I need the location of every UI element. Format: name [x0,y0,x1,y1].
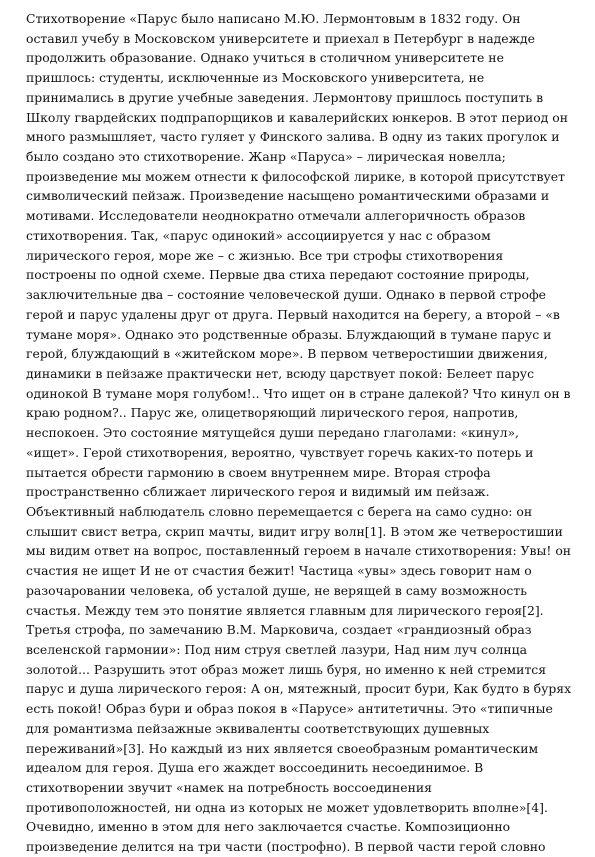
text-line: Стихотворение «Парус было написано М.Ю. Лермонтовым в 1832 году. Он [26,11,521,26]
text-line: Очевидно, именно в этом для него заключается счастье. Композиционно [26,819,511,835]
text-line: продолжить образование. Однако учиться в столичном университете не [26,50,504,66]
text-line: Третья строфа, по замечанию В.М. Марковича, создает «грандиозный образ [26,622,532,638]
text-line: герой и парус удалены друг от друга. Первый находится на берегу, а второй – «в [26,306,560,322]
text-line: одинокой В тумане моря голубом!.. Что ищет он в стране далекой? Что кинул он в [26,385,571,401]
text-line: стихотворения. Так, «парус одинокий» ассоциируется у нас с образом [26,227,491,243]
text-line: противоположностей, ни одна из которых не может удовлетворить вполне»[4]. [26,799,548,815]
text-line: произведение делится на три части (построфно). В первой части герой словно [26,839,546,855]
text-line: для романтизма пейзажные эквиваленты соответствующих душевных [26,720,490,736]
text-line: принимались в другие учебные заведения. Лермонтову пришлось поступить в [26,89,544,105]
text-line: вселенской гармонии»: Под ним струя светлей лазури, Над ним луч солнца [26,642,528,657]
text-line: переживаний»[3]. Но каждый из них является своеобразным романтическим [26,740,539,756]
text-line: парус и душа лирического героя: А он, мятежный, просит бури, Как будто в бурях [26,681,572,697]
text-line: было создано это стихотворение. Жанр «Паруса» – лирическая новелла; [26,149,506,165]
text-line: есть покой! Образ бури и образ покоя в «Парусе» антитетичны. Это «типичные [26,701,553,717]
text-line: счастья. Между тем это понятие является главным для лирического героя[2]. [26,602,544,618]
essay-text [26,9,574,857]
text-line: лирического героя, море же – с жизнью. Все три строфы стихотворения [26,247,504,263]
text-line: золотой... Разрушить этот образ может лишь буря, но именно к ней стремится [26,661,547,677]
text-line: идеалом для героя. Душа его жаждет воссоединить несоединимое. В [26,760,484,776]
text-line: пространственно сближает лирического героя и видимый им пейзаж. [26,484,490,500]
text-line: слышит свист ветра, скрип мачты, видит игру волн[1]. В этом же четверостишии [26,523,563,539]
text-line: пришлось: студенты, исключенные из Московского университета, не [26,70,485,86]
text-line: произведение мы можем отнести к философской лирике, в которой присутствует [26,168,565,184]
text-line: динамики в пейзаже практически нет, всюду царствует покой: Белеет парус [26,365,535,381]
text-line: «ищет». Герой стихотворения, вероятно, чувствует горечь каких-то потерь и [26,444,534,460]
text-line: пытается обрести гармонию в своем внутреннем мире. Вторая строфа [26,464,491,480]
text-line: стихотворении звучит «намек на потребность воссоединения [26,780,432,796]
text-line: разочаровании человека, об усталой душе, не верящей в саму возможность [26,582,527,598]
text-line: герой, блуждающий в «житейском море». В первом четверостишии движения, [26,346,548,362]
text-line: тумане моря». Однако это родственные образы. Блуждающий в тумане парус и [26,326,552,342]
text-line: построены по одной схеме. Первые два стиха передают состояние природы, [26,267,530,283]
text-line: счастия не ищет И не от счастия бежит! Частица «увы» здесь говорит нам о [26,563,532,579]
text-line: мотивами. Исследователи неоднократно отмечали аллегоричность образов [26,208,526,224]
text-line: оставил учебу в Московском университете и приехал в Петербург в надежде [26,30,535,46]
text-line: символический пейзаж. Произведение насыщено романтическими образами и [26,188,550,204]
text-line: Школу гвардейских подпрапорщиков и кавалерийских юнкеров. В этот период он [26,109,568,125]
text-line: заключительные два – состояние человеческой души. Однако в первой строфе [26,287,546,303]
text-line: много размышляет, часто гуляет у Финского залива. В одну из таких прогулок и [26,129,560,145]
text-line: краю родном?.. Парус же, олицетворяющий лирического героя, напротив, [26,405,519,421]
text-line: неспокоен. Это состояние мятущейся души передано глаголами: «кинул», [26,425,519,441]
text-line: мы видим ответ на вопрос, поставленный героем в начале стихотворения: Увы! он [26,543,572,559]
text-line: Объективный наблюдатель словно перемещается с берега на само судно: он [26,503,533,519]
